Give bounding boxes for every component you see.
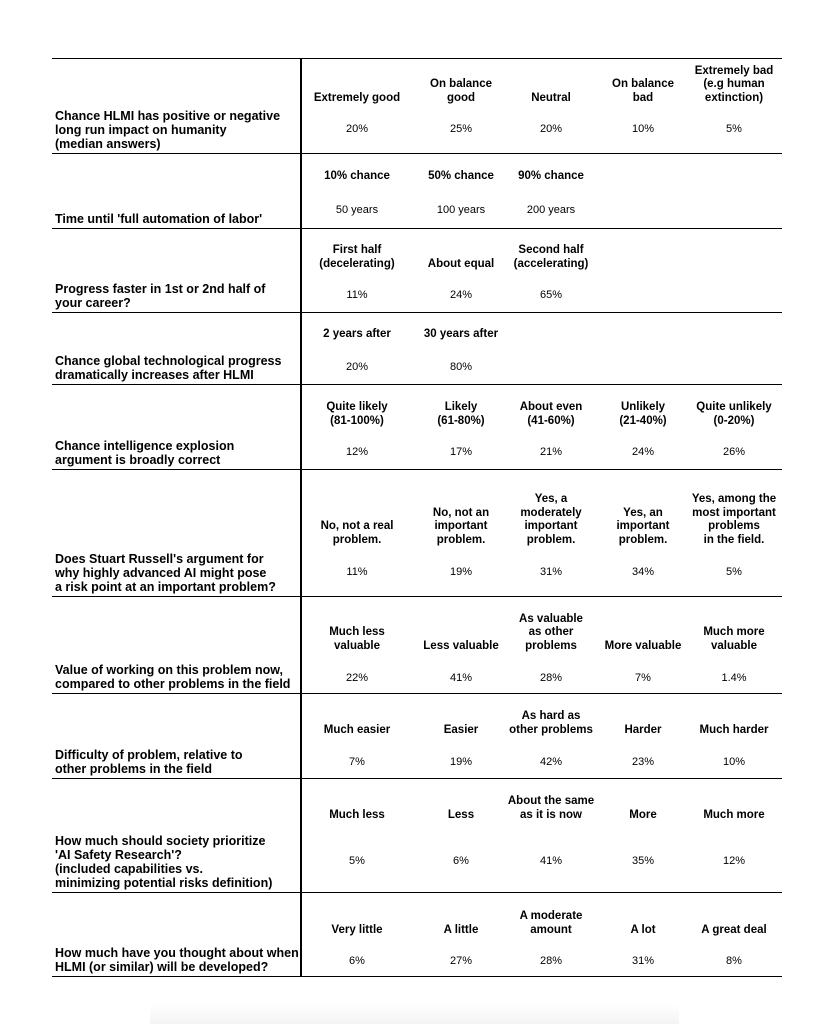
option-value: 25%	[449, 123, 473, 135]
option-value: 34%	[631, 566, 655, 578]
option-value: 31%	[539, 566, 563, 578]
survey-row	[52, 384, 782, 469]
option-value: 22%	[345, 672, 369, 684]
option-value: 35%	[631, 855, 655, 867]
option-label: A little	[443, 923, 479, 936]
answer-option	[503, 694, 599, 779]
answer-option	[413, 59, 509, 154]
option-value: 7%	[349, 756, 365, 768]
option-value: 5%	[726, 123, 742, 135]
answer-option	[309, 229, 405, 313]
option-label: Much easier	[323, 723, 391, 736]
option-label: Second half (accelerating)	[513, 244, 589, 270]
option-label: On balance bad	[612, 78, 674, 104]
survey-row	[52, 469, 782, 596]
answer-option	[503, 893, 599, 978]
option-label: 90% chance	[518, 169, 584, 182]
option-label: Quite likely (81-100%)	[326, 401, 388, 427]
option-value: 20%	[345, 123, 369, 135]
option-value: 24%	[631, 446, 655, 458]
answer-option	[413, 597, 509, 694]
option-label: 2 years after	[323, 327, 391, 340]
survey-table	[52, 58, 782, 977]
option-value: 10%	[722, 756, 746, 768]
option-label: Extremely good	[313, 91, 401, 104]
answer-option	[413, 385, 509, 470]
answer-option	[503, 470, 599, 597]
answer-option	[309, 313, 405, 385]
answer-option	[686, 59, 782, 154]
option-value: 21%	[539, 446, 563, 458]
question-text: Does Stuart Russell's argument for why highly advanced AI might pose a risk point at an important problem?	[55, 552, 276, 594]
option-value: 8%	[726, 955, 742, 967]
option-value: 12%	[345, 446, 369, 458]
option-label: About the same as it is now	[507, 795, 595, 821]
option-label: Much more valuable	[703, 626, 765, 652]
answer-option	[309, 59, 405, 154]
option-label: Easier	[443, 723, 479, 736]
option-label: Unlikely (21-40%)	[619, 401, 667, 427]
answer-option	[503, 229, 599, 313]
answer-option	[595, 470, 691, 597]
option-value: 19%	[449, 756, 473, 768]
option-value: 80%	[449, 361, 473, 373]
answer-option	[413, 313, 509, 385]
option-label: As valuable as other problems	[519, 612, 583, 652]
option-label: Much less	[329, 808, 385, 821]
answer-option	[413, 470, 509, 597]
option-value: 1.4%	[721, 672, 747, 684]
question-text: Difficulty of problem, relative to other problems in the field	[55, 748, 243, 776]
option-value: 20%	[539, 123, 563, 135]
option-value: 5%	[349, 855, 365, 867]
answer-option	[309, 779, 405, 893]
option-label: 10% chance	[324, 169, 390, 182]
question-text: Chance HLMI has positive or negative long run impact on humanity (median answers)	[55, 109, 281, 151]
answer-option	[503, 597, 599, 694]
option-label: Yes, a moderately important problem.	[520, 493, 582, 546]
answer-option	[309, 597, 405, 694]
option-label: A lot	[630, 923, 656, 936]
question-text: Time until 'full automation of labor'	[55, 212, 263, 226]
option-value: 11%	[346, 289, 368, 301]
answer-option	[595, 893, 691, 978]
option-value: 10%	[631, 123, 655, 135]
option-label: Yes, an important problem.	[616, 506, 670, 546]
answer-option	[686, 385, 782, 470]
option-value: 23%	[631, 756, 655, 768]
option-label: Less	[447, 808, 475, 821]
option-value: 6%	[349, 955, 365, 967]
answer-option	[309, 470, 405, 597]
answer-option	[309, 694, 405, 779]
survey-row	[52, 153, 782, 228]
answer-option	[413, 779, 509, 893]
option-value: 6%	[453, 855, 469, 867]
option-label: Much harder	[699, 723, 769, 736]
option-label: Yes, among the most important problems in the field.	[691, 493, 777, 546]
option-label: As hard as other problems	[509, 710, 593, 736]
answer-option	[686, 470, 782, 597]
question-text: How much have you thought about when HLMI (or similar) will be developed?	[55, 946, 299, 974]
option-value: 42%	[539, 756, 563, 768]
answer-option	[503, 154, 599, 229]
page-shadow	[150, 1004, 679, 1024]
option-label: Quite unlikely (0-20%)	[696, 401, 772, 427]
option-label: Neutral	[531, 91, 571, 104]
option-label: No, not an important problem.	[432, 506, 490, 546]
option-label: 30 years after	[423, 327, 499, 340]
answer-option	[595, 597, 691, 694]
option-value: 26%	[722, 446, 746, 458]
option-value: 17%	[449, 446, 473, 458]
answer-option	[309, 893, 405, 978]
option-value: 28%	[539, 672, 563, 684]
option-label: Much less valuable	[329, 626, 385, 652]
question-text: Value of working on this problem now, compared to other problems in the field	[55, 663, 291, 691]
option-value: 19%	[449, 566, 473, 578]
answer-option	[503, 59, 599, 154]
question-text: Chance intelligence explosion argument is broadly correct	[55, 439, 235, 467]
option-label: More valuable	[604, 639, 682, 652]
option-label: No, not a real problem.	[320, 520, 394, 546]
option-value: 100 years	[436, 204, 486, 216]
answer-option	[413, 694, 509, 779]
answer-option	[309, 154, 405, 229]
option-value: 11%	[346, 566, 368, 578]
option-label: A great deal	[701, 923, 767, 936]
answer-option	[686, 694, 782, 779]
survey-row	[52, 778, 782, 892]
survey-row	[52, 312, 782, 384]
survey-row	[52, 892, 782, 977]
option-label: First half (decelerating)	[319, 244, 395, 270]
option-value: 5%	[726, 566, 742, 578]
option-label: A moderate amount	[519, 910, 583, 936]
answer-option	[595, 779, 691, 893]
answer-option	[413, 154, 509, 229]
answer-option	[595, 385, 691, 470]
option-value: 31%	[631, 955, 655, 967]
option-label: 50% chance	[428, 169, 494, 182]
question-text: How much should society prioritize 'AI Safety Research'? (included capabilities vs. minimizing potential risks definition)	[55, 834, 273, 890]
option-label: Harder	[624, 723, 662, 736]
option-value: 7%	[635, 672, 651, 684]
option-value: 12%	[722, 855, 746, 867]
answer-option	[686, 893, 782, 978]
question-text: Progress faster in 1st or 2nd half of your career?	[55, 282, 266, 310]
option-value: 65%	[539, 289, 563, 301]
option-label: Likely (61-80%)	[437, 401, 485, 427]
column-divider	[300, 58, 302, 977]
survey-row	[52, 596, 782, 693]
answer-option	[686, 779, 782, 893]
survey-row	[52, 58, 782, 153]
option-value: 50 years	[335, 204, 379, 216]
option-label: Less valuable	[423, 639, 499, 652]
answer-option	[503, 779, 599, 893]
option-value: 200 years	[526, 204, 576, 216]
answer-option	[686, 597, 782, 694]
answer-option	[413, 229, 509, 313]
option-label: Much more	[703, 808, 765, 821]
option-label: About equal	[427, 257, 495, 270]
answer-option	[503, 385, 599, 470]
option-label: Very little	[331, 923, 383, 936]
option-label: More	[629, 808, 657, 821]
option-value: 28%	[539, 955, 563, 967]
option-value: 24%	[449, 289, 473, 301]
option-label: On balance good	[430, 78, 492, 104]
question-text: Chance global technological progress dramatically increases after HLMI	[55, 354, 282, 382]
option-label: Extremely bad (e.g human extinction)	[694, 64, 774, 104]
option-value: 41%	[449, 672, 473, 684]
answer-option	[413, 893, 509, 978]
survey-row	[52, 228, 782, 312]
option-label: About even (41-60%)	[519, 401, 583, 427]
answer-option	[595, 694, 691, 779]
answer-option	[595, 59, 691, 154]
option-value: 41%	[539, 855, 563, 867]
option-value: 27%	[449, 955, 473, 967]
survey-row	[52, 693, 782, 778]
answer-option	[309, 385, 405, 470]
option-value: 20%	[345, 361, 369, 373]
